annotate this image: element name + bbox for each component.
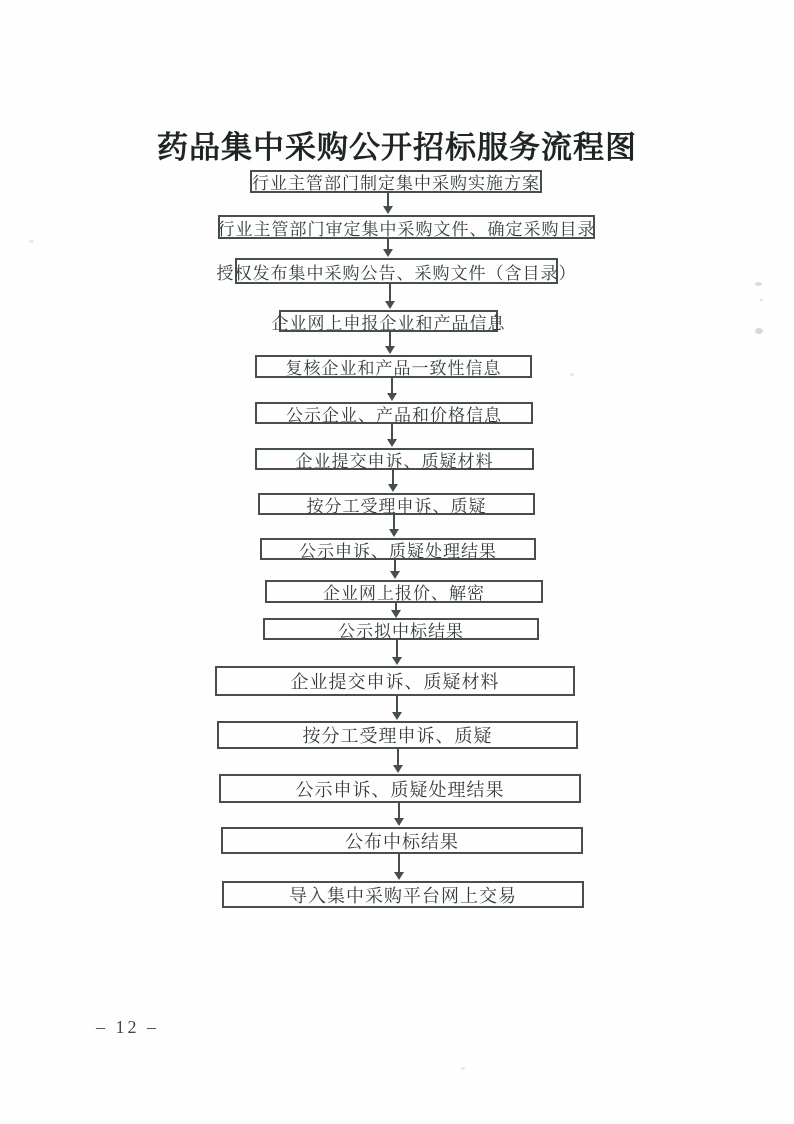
flow-step-10: 企业网上报价、解密 <box>265 580 543 603</box>
flow-step-8: 按分工受理申诉、质疑 <box>258 493 535 515</box>
down-arrow <box>387 424 397 447</box>
scan-speck <box>570 373 574 376</box>
down-arrow <box>389 515 399 537</box>
scan-speck <box>760 299 763 301</box>
page-title: 药品集中采购公开招标服务流程图 <box>157 130 637 165</box>
down-arrow <box>392 640 402 665</box>
flow-step-7: 企业提交申诉、质疑材料 <box>255 448 534 470</box>
down-arrow <box>394 803 404 826</box>
down-arrow <box>388 470 398 492</box>
scan-speck <box>461 1067 465 1070</box>
flow-step-2: 行业主管部门审定集中采购文件、确定采购目录 <box>218 215 595 239</box>
down-arrow <box>383 239 393 257</box>
page-number: – 12 – <box>96 1017 159 1037</box>
flow-step-3: 授权发布集中采购公告、采购文件（含目录） <box>235 258 558 284</box>
down-arrow <box>390 560 400 579</box>
flow-step-16: 导入集中采购平台网上交易 <box>222 881 584 908</box>
scan-speck <box>755 282 762 286</box>
down-arrow <box>385 284 395 309</box>
scan-speck <box>755 328 763 334</box>
flow-step-11: 公示拟中标结果 <box>263 618 539 640</box>
flow-step-9: 公示申诉、质疑处理结果 <box>260 538 536 560</box>
flow-step-1: 行业主管部门制定集中采购实施方案 <box>250 170 542 193</box>
flow-step-13: 按分工受理申诉、质疑 <box>217 721 578 749</box>
flow-step-12: 企业提交申诉、质疑材料 <box>215 666 575 696</box>
down-arrow <box>394 854 404 880</box>
down-arrow <box>383 193 393 214</box>
down-arrow <box>393 749 403 773</box>
flow-step-4: 企业网上申报企业和产品信息 <box>279 310 498 332</box>
flow-step-14: 公示申诉、质疑处理结果 <box>219 774 581 803</box>
down-arrow <box>392 696 402 720</box>
flow-step-15: 公布中标结果 <box>221 827 583 854</box>
down-arrow <box>385 332 395 354</box>
scan-speck <box>29 240 34 243</box>
flow-step-5: 复核企业和产品一致性信息 <box>255 355 532 378</box>
down-arrow <box>387 378 397 401</box>
flow-step-6: 公示企业、产品和价格信息 <box>255 402 533 424</box>
